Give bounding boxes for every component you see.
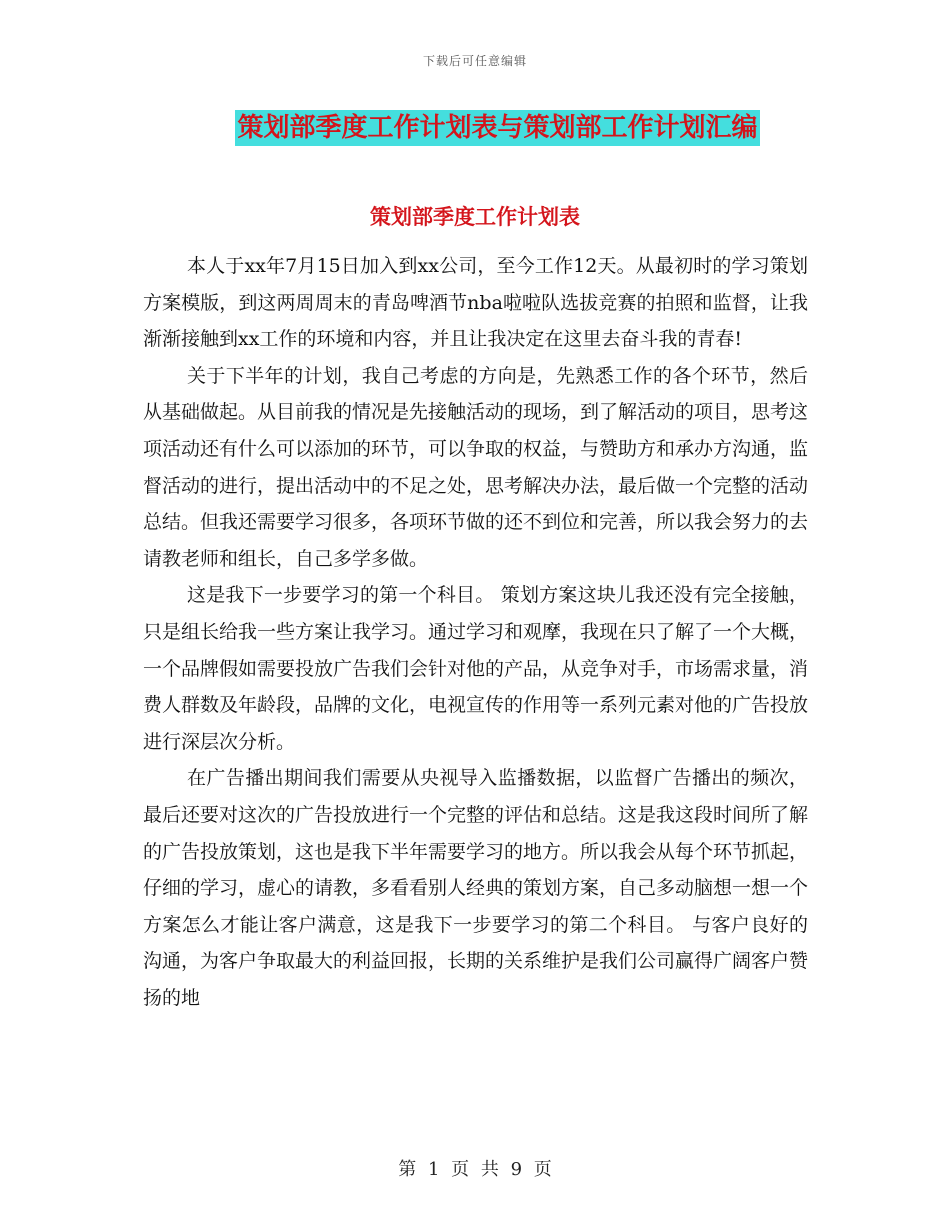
- page-number-footer: 第 1 页 共 9 页: [398, 1159, 552, 1180]
- paragraph-1: 本人于xx年7月15日加入到xx公司，至今工作12天。从最初时的学习策划方案模版，到这两周周末的青岛啤酒节nba啦啦队选拔竞赛的拍照和监督，让我渐渐接触到xx工作的环境和内容，并且让我决定在这里去奋斗我的青春!: [143, 255, 808, 351]
- main-title-container: [0, 110, 950, 146]
- paragraph-4: 在广告播出期间我们需要从央视导入监播数据，以监督广告播出的频次，最后还要对这次的广告投放进行一个完整的评估和总结。这是我这段时间所了解的广告投放策划，这也是我下半年需要学习的地方。所以我会从每个环节抓起，仔细的学习，虚心的请教，多看看别人经典的策划方案，自己多动脑想一想一个方案怎么才能让客户满意，这是我下一步要学习的第二个科目。 与客户良好的沟通，为客户争取最大的利益回报，长期的关系维护是我们公司赢得广阔客户赞扬的地: [143, 767, 809, 1009]
- page-header-note: 下载后可任意编辑: [422, 54, 527, 68]
- section-title: 策划部季度工作计划表: [370, 205, 580, 229]
- paragraph-3: 这是我下一步要学习的第一个科目。 策划方案这块儿我还没有完全接触，只是组长给我一些方案让我学习。通过学习和观摩，我现在只了解了一个大概，一个品牌假如需要投放广告我们会针对他的产品，从竞争对手，市场需求量，消费人群数及年龄段，品牌的文化，电视宣传的作用等一系列元素对他的广告投放进行深层次分析。: [143, 584, 809, 753]
- document-body: [143, 248, 808, 1016]
- paragraph-2: 关于下半年的计划，我自己考虑的方向是，先熟悉工作的各个环节，然后从基础做起。从目前我的情况是先接触活动的现场，到了解活动的项目，思考这项活动还有什么可以添加的环节，可以争取的权益，与赞助方和承办方沟通，监督活动的进行，提出活动中的不足之处，思考解决办法，最后做一个完整的活动总结。但我还需要学习很多，各项环节做的还不到位和完善，所以我会努力的去请教老师和组长，自己多学多做。: [143, 364, 809, 570]
- document-main-title: 策划部季度工作计划表与策划部工作计划汇编: [235, 110, 759, 146]
